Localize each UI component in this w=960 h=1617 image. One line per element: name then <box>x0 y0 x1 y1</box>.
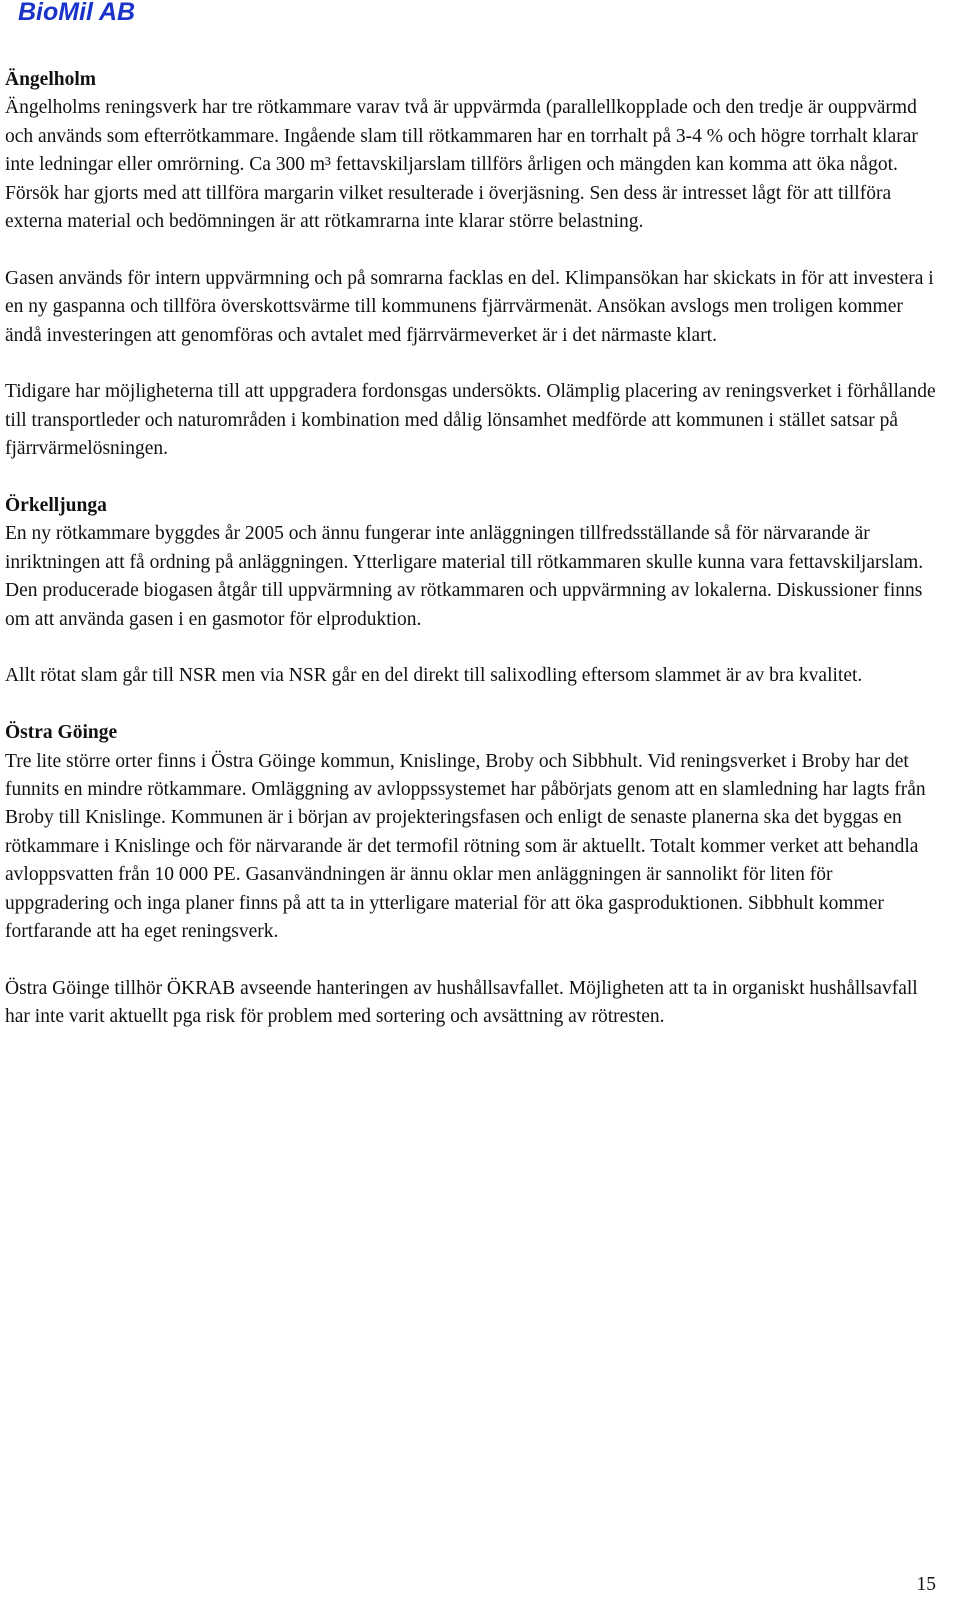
paragraph: Allt rötat slam går till NSR men via NSR går en del direkt till salixodling eftersom slammet är av bra kvalitet. <box>5 665 863 687</box>
section-heading: Ängelholm <box>5 69 97 90</box>
company-name: BioMil AB <box>18 0 136 26</box>
page-header <box>0 0 960 36</box>
document-body <box>5 66 937 1060</box>
section-angelholm <box>5 66 937 464</box>
paragraph: Östra Göinge tillhör ÖKRAB avseende hanteringen av hushållsavfallet. Möjligheten att ta in organiskt hushållsavfall har inte varit aktuellt pga risk för problem med sortering och avsättning av rötresten. <box>5 977 918 1028</box>
paragraph: Ängelholms reningsverk har tre rötkammare varav två är uppvärmda (parallellkopplade och den tredje är ouppvärmd och används som efterrötkammare. Ingående slam till rötkammaren har en torrhalt på 3-4 % och högre torrhalt klarar inte ledningar eller omrörning. Ca 300 m³ fettavskiljarslam tillförs årligen och mängden kan komma att öka något. Försök har gjorts med att tillföra margarin vilket resulterade i överjäsning. Sen dess är intresset lågt för att tillföra externa material och bedömningen är att rötkamrarna inte klarar större belastning. <box>5 97 918 233</box>
section-heading: Örkelljunga <box>5 495 107 517</box>
page-number: 15 <box>916 1574 936 1595</box>
paragraph: Tidigare har möjligheterna till att uppgradera fordonsgas undersökts. Olämplig placering av reningsverket i förhållande till transportleder och naturområden i kombination med dålig lönsamhet medförde att kommunen i stället satsar på fjärrvärmelösningen. <box>5 381 936 460</box>
section-heading: Östra Göinge <box>5 722 118 744</box>
paragraph: En ny rötkammare byggdes år 2005 och ännu fungerar inte anläggningen tillfredsställande så för närvarande är inriktningen att få ordning på anläggningen. Ytterligare material till rötkammaren skulle kunna vara fettavskiljarslam. Den producerade biogasen åtgår till uppvärmning av rötkammaren och uppvärmning av lokalerna. Diskussioner finns om att använda gasen i en gasmotor för elproduktion. <box>5 523 924 630</box>
paragraph: Gasen används för intern uppvärmning och på somrarna facklas en del. Klimpansökan har skickats in för att investera i en ny gaspanna och tillföra överskottsvärme till kommunens fjärrvärmenät. Ansökan avslogs men troligen kommer ändå investeringen att genomföras och avtalet med fjärrvärmeverket är i det närmaste klart. <box>5 267 934 346</box>
section-orkelljunga <box>5 492 937 691</box>
paragraph: Tre lite större orter finns i Östra Göinge kommun, Knislinge, Broby och Sibbhult. Vid reningsverket i Broby har det funnits en mindre rötkammare. Omläggning av avloppssystemet har påbörjats genom att en slamledning har lagts från Broby till Knislinge. Kommunen är i början av projekteringsfasen och enligt de senaste planerna ska det byggas en rötkammare i Knislinge och för närvarande är det termofil rötning som är aktuellt. Totalt kommer verket att behandla avloppsvatten från 10 000 PE. Gasanvändningen är ännu oklar men anläggningen är sannolikt för liten för uppgradering och inga planer finns på att ta in ytterligare material för att öka gasproduktionen. Sibbhult kommer fortfarande att ha eget reningsverk. <box>5 750 926 943</box>
section-ostra-goinge <box>5 719 937 1031</box>
